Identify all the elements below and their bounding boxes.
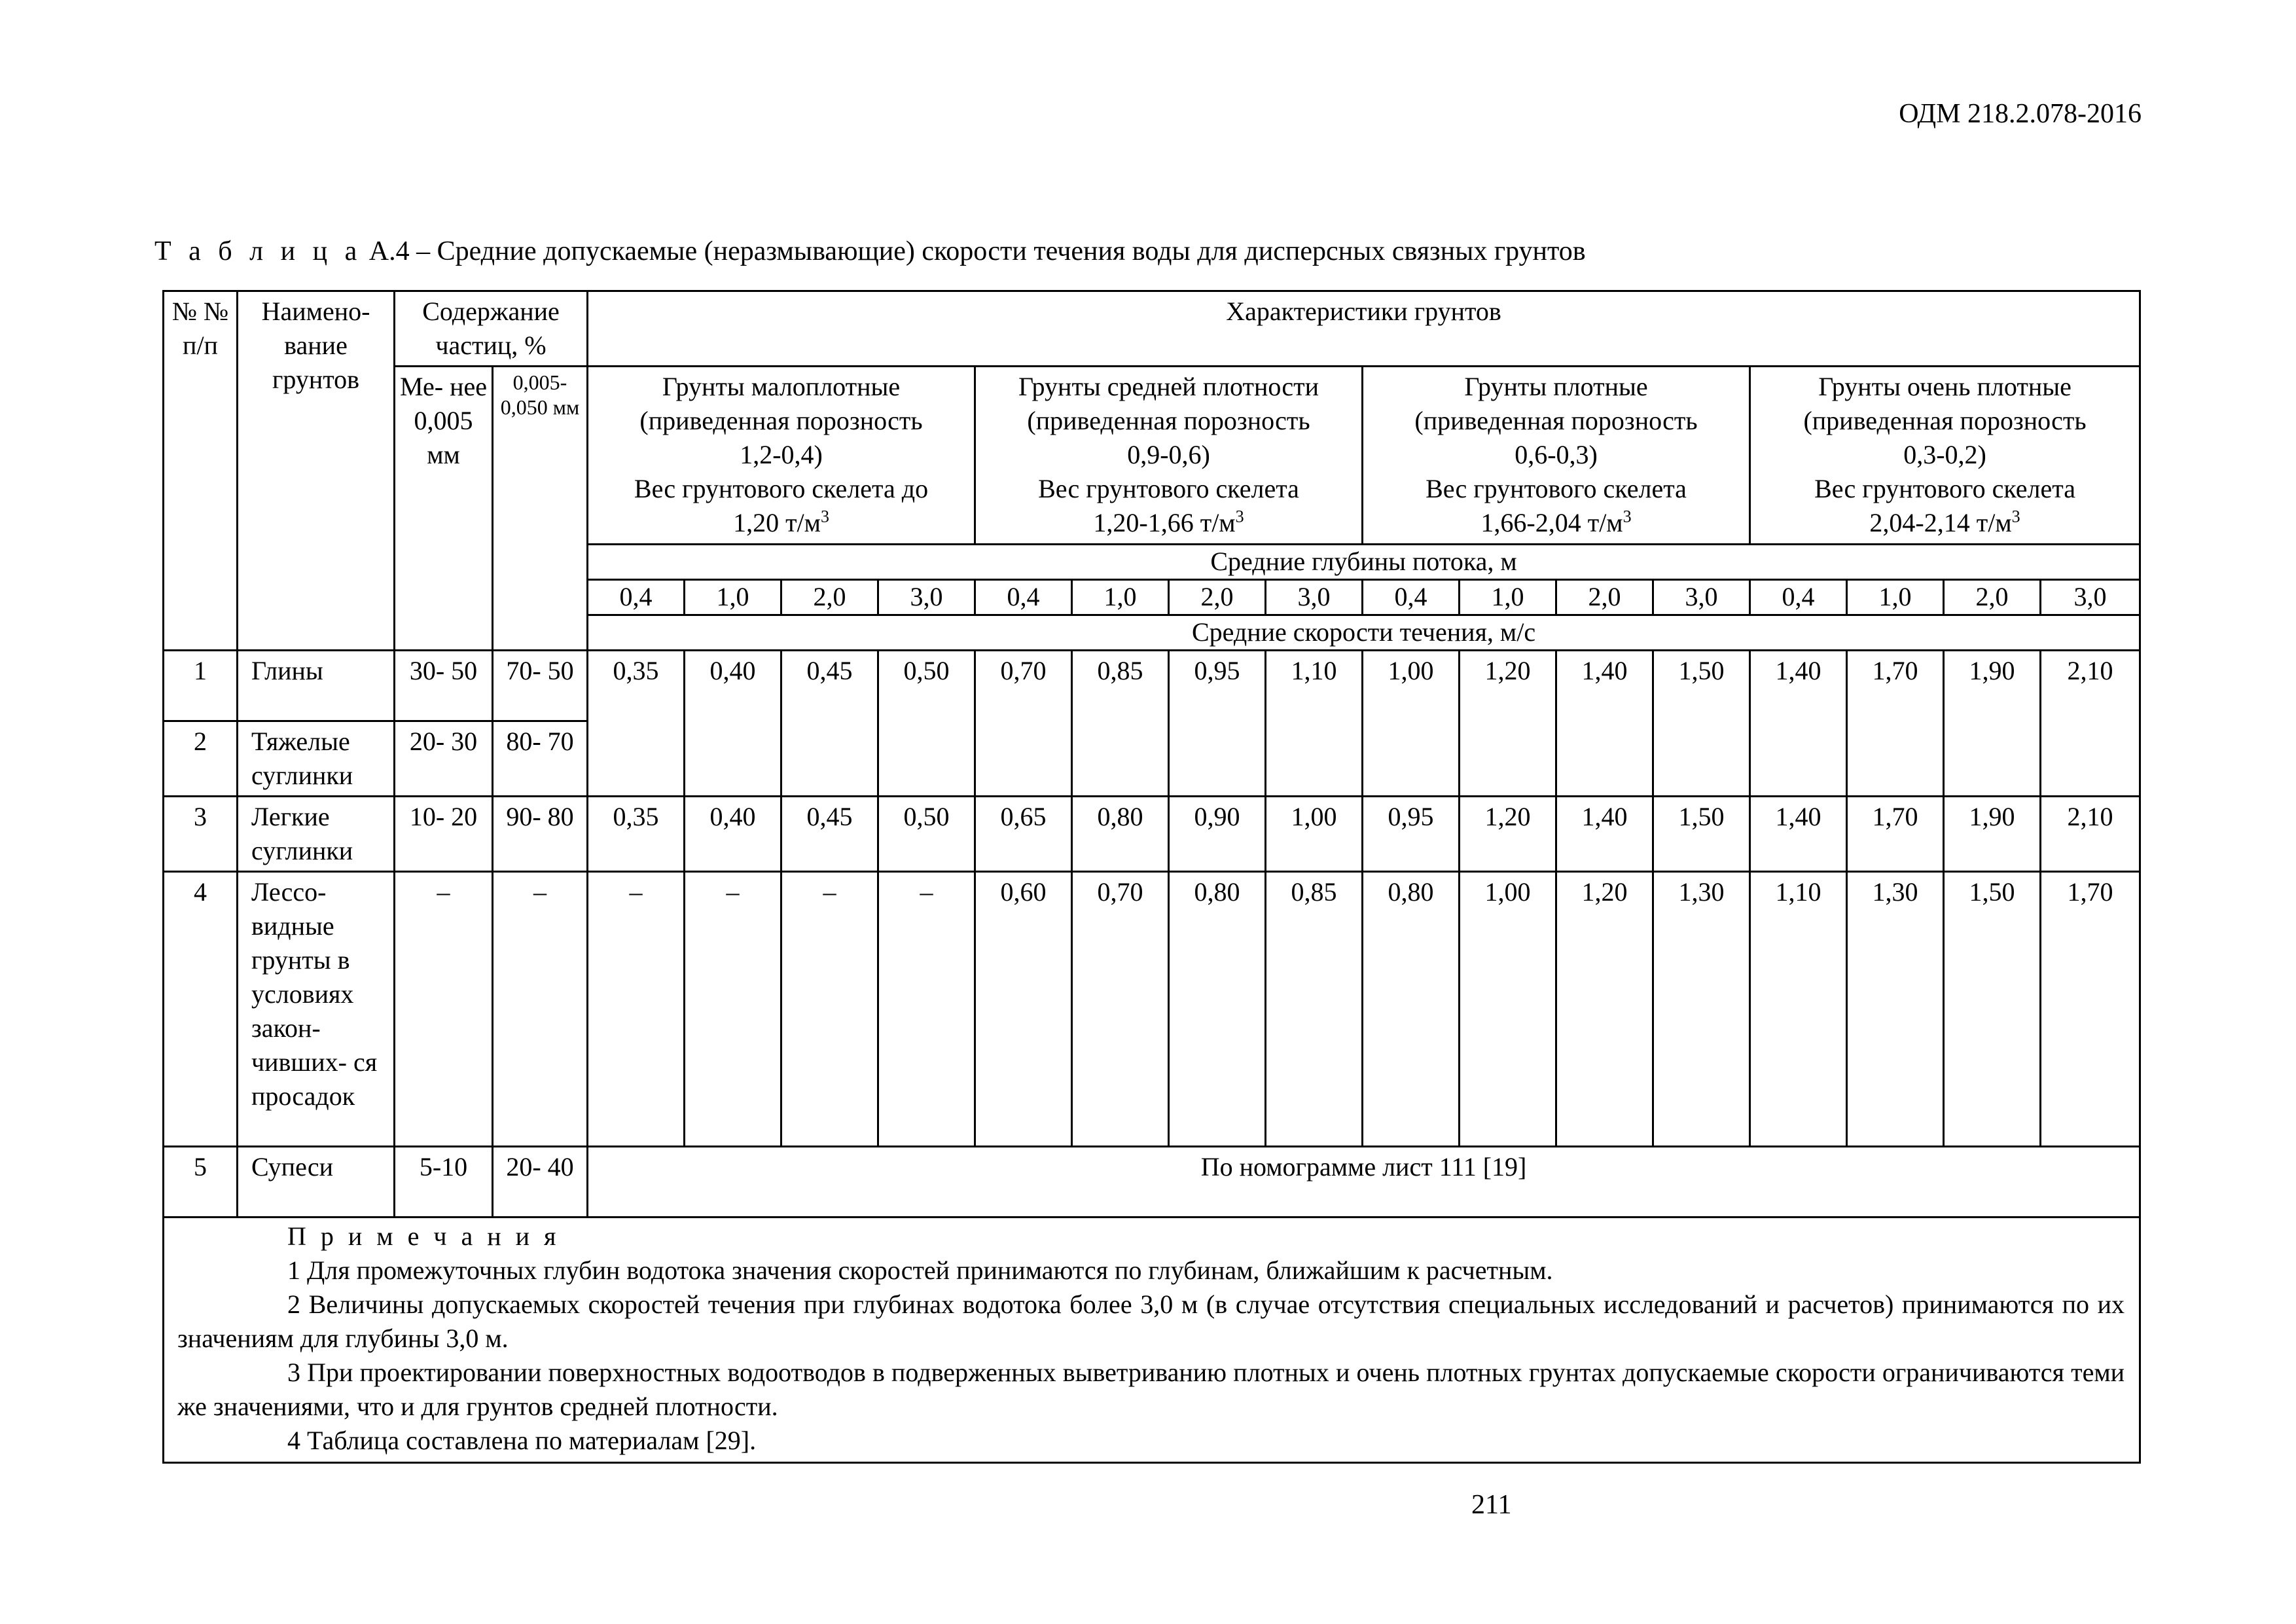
velocity-cell: 0,35 <box>588 797 685 872</box>
header-flow-velocity: Средние скорости течения, м/с <box>588 615 2140 651</box>
depth-cell: 0,4 <box>588 580 685 615</box>
content-less: – <box>395 872 493 1147</box>
header-soil-name: Наимено- вание грунтов <box>238 291 395 651</box>
group-medium-density: Грунты средней плотности (приведенная порозность 0,9-0,6) Вес грунтового скелета 1,20-1,66 $т/м^3$ <box>975 367 1363 545</box>
velocity-cell: 0,40 <box>685 797 781 872</box>
group-dense: Грунты плотные (приведенная порозность 0,6-0,3) Вес грунтового скелета 1,66-2,04 $т/м^3$ <box>1363 367 1750 545</box>
page-number: 211 <box>1471 1490 1512 1520</box>
velocity-cell: 1,50 <box>1653 651 1750 797</box>
velocity-cell: 1,70 <box>2041 872 2140 1147</box>
velocity-cell: 0,85 <box>1072 651 1169 797</box>
velocity-cell: 1,00 <box>1363 651 1460 797</box>
table-row <box>164 872 2140 1147</box>
row-number: 1 <box>164 651 238 721</box>
table-caption <box>154 236 1586 267</box>
note-item: 3 При проектировании поверхностных водоотводов в подверженных выветриванию плотных и очень плотных грунтах допускаемые скорости ограничиваются теми же значениями, что и для грунтов средней плотности. <box>177 1358 2125 1421</box>
header-number: № № п/п <box>164 291 238 651</box>
velocity-cell: 1,70 <box>1847 651 1944 797</box>
velocity-cell: 0,70 <box>1072 872 1169 1147</box>
velocity-cell: 2,10 <box>2041 797 2140 872</box>
velocity-cell: 0,95 <box>1169 651 1266 797</box>
header-particle-content: Содержание частиц, % <box>395 291 588 367</box>
velocity-cell: 0,35 <box>588 651 685 797</box>
velocity-cell: 0,45 <box>781 651 878 797</box>
content-less: 30- 50 <box>395 651 493 721</box>
velocity-cell: 0,95 <box>1363 797 1460 872</box>
supesi-nomogram-note: По номограмме лист 111 [19] <box>588 1147 2140 1218</box>
document-code: ОДМ 218.2.078-2016 <box>1899 99 2142 129</box>
content-range: – <box>493 872 588 1147</box>
velocity-cell: 1,10 <box>1750 872 1847 1147</box>
velocity-cell: 1,40 <box>1750 651 1847 797</box>
depth-cell: 3,0 <box>1653 580 1750 615</box>
velocity-cell: – <box>685 872 781 1147</box>
velocity-cell: 1,10 <box>1266 651 1363 797</box>
soil-name: Легкие суглинки <box>238 797 395 872</box>
content-range: 90- 80 <box>493 797 588 872</box>
content-less: 10- 20 <box>395 797 493 872</box>
velocity-table <box>162 290 2141 1464</box>
soil-name: Супеси <box>238 1147 395 1218</box>
velocity-cell: 1,50 <box>1944 872 2041 1147</box>
header-flow-depth: Средние глубины потока, м <box>588 545 2140 580</box>
row-number: 5 <box>164 1147 238 1218</box>
velocity-cell: 1,20 <box>1460 797 1556 872</box>
depth-cell: 0,4 <box>1750 580 1847 615</box>
note-item: 4 Таблица составлена по материалам [29]. <box>287 1426 757 1455</box>
velocity-cell: 1,00 <box>1460 872 1556 1147</box>
row-number: 3 <box>164 797 238 872</box>
depth-cell: 2,0 <box>1944 580 2041 615</box>
velocity-cell: 0,50 <box>878 651 975 797</box>
velocity-cell: 1,30 <box>1653 872 1750 1147</box>
header-less-than-0005: Ме- нее 0,005 мм <box>395 367 493 651</box>
velocity-cell: 0,90 <box>1169 797 1266 872</box>
velocity-cell: 1,30 <box>1847 872 1944 1147</box>
group-low-density: Грунты малоплотные (приведенная порозность 1,2-0,4) Вес грунтового скелета до 1,20 $т/м^3$ <box>588 367 975 545</box>
soil-name: Тяжелые суглинки <box>238 721 395 797</box>
header-0005-0050: 0,005- 0,050 мм <box>493 367 588 651</box>
notes-title: П р и м е ч а н и я <box>287 1221 560 1251</box>
caption-text: А.4 – Средние допускаемые (неразмывающие) скорости течения воды для дисперсных связных грунтов <box>362 236 1586 266</box>
velocity-cell: 0,85 <box>1266 872 1363 1147</box>
depth-cell: 1,0 <box>685 580 781 615</box>
depth-cell: 1,0 <box>1460 580 1556 615</box>
content-range: 70- 50 <box>493 651 588 721</box>
velocity-cell: 1,90 <box>1944 797 2041 872</box>
velocity-cell: 1,50 <box>1653 797 1750 872</box>
depth-cell: 1,0 <box>1847 580 1944 615</box>
group-very-dense: Грунты очень плотные (приведенная порозность 0,3-0,2) Вес грунтового скелета 2,04-2,14 $т/м^3$ <box>1750 367 2140 545</box>
header-soil-characteristics: Характеристики грунтов <box>588 291 2140 367</box>
velocity-cell: 2,10 <box>2041 651 2140 797</box>
depth-cell: 3,0 <box>1266 580 1363 615</box>
velocity-cell: – <box>781 872 878 1147</box>
depth-cell: 0,4 <box>975 580 1072 615</box>
velocity-cell: 1,90 <box>1944 651 2041 797</box>
soil-name: Глины <box>238 651 395 721</box>
table-row <box>164 651 2140 721</box>
velocity-cell: 1,70 <box>1847 797 1944 872</box>
velocity-cell: – <box>878 872 975 1147</box>
velocity-cell: 1,40 <box>1750 797 1847 872</box>
table-row <box>164 1147 2140 1218</box>
depth-cell: 3,0 <box>2041 580 2140 615</box>
depth-cell: 3,0 <box>878 580 975 615</box>
note-item: 2 Величины допускаемых скоростей течения при глубинах водотока более 3,0 м (в случае отсутствия специальных исследований и расчетов) принимаются по их значениям для глубины 3,0 м. <box>177 1290 2125 1353</box>
content-range: 20- 40 <box>493 1147 588 1218</box>
velocity-cell: – <box>588 872 685 1147</box>
velocity-cell: 0,80 <box>1363 872 1460 1147</box>
table-row <box>164 797 2140 872</box>
row-number: 4 <box>164 872 238 1147</box>
depth-cell: 2,0 <box>1556 580 1653 615</box>
velocity-cell: 1,20 <box>1556 872 1653 1147</box>
velocity-cell: 0,80 <box>1169 872 1266 1147</box>
velocity-cell: 0,60 <box>975 872 1072 1147</box>
content-less: 20- 30 <box>395 721 493 797</box>
velocity-cell: 0,70 <box>975 651 1072 797</box>
content-less: 5-10 <box>395 1147 493 1218</box>
velocity-cell: 1,00 <box>1266 797 1363 872</box>
soil-name: Лессо- видные грунты в условиях закон- чивших- ся просадок <box>238 872 395 1147</box>
velocity-cell: 0,45 <box>781 797 878 872</box>
velocity-cell: 0,40 <box>685 651 781 797</box>
depth-cell: 1,0 <box>1072 580 1169 615</box>
velocity-cell: 0,80 <box>1072 797 1169 872</box>
velocity-cell: 1,20 <box>1460 651 1556 797</box>
velocity-cell: 1,40 <box>1556 651 1653 797</box>
depth-cell: 2,0 <box>1169 580 1266 615</box>
note-item: 1 Для промежуточных глубин водотока значения скоростей принимаются по глубинам, ближайшим к расчетным. <box>287 1255 1553 1285</box>
velocity-cell: 1,40 <box>1556 797 1653 872</box>
caption-prefix: Т а б л и ц а <box>154 236 363 266</box>
depth-cell: 0,4 <box>1363 580 1460 615</box>
notes-block <box>164 1218 2140 1463</box>
velocity-cell: 0,50 <box>878 797 975 872</box>
row-number: 2 <box>164 721 238 797</box>
velocity-cell: 0,65 <box>975 797 1072 872</box>
content-range: 80- 70 <box>493 721 588 797</box>
depth-cell: 2,0 <box>781 580 878 615</box>
